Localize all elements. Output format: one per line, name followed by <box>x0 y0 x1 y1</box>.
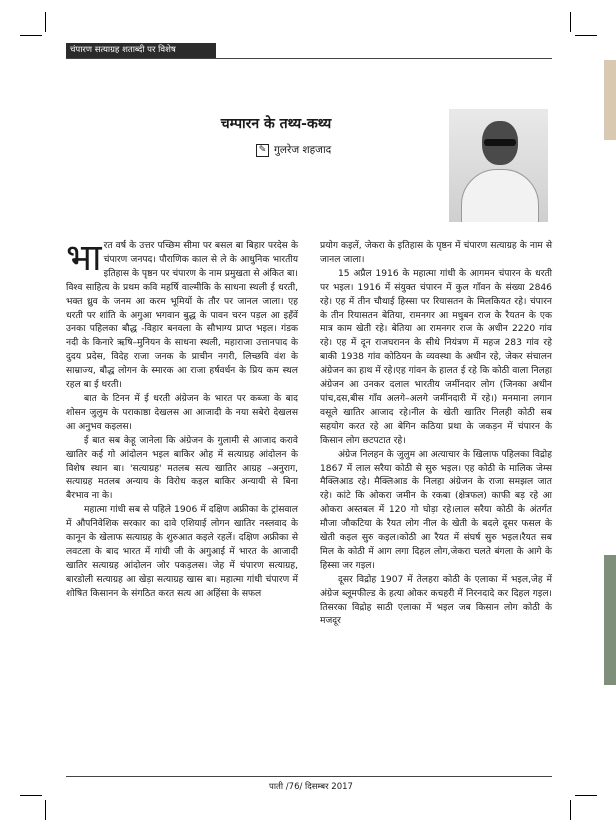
crop-mark <box>20 795 42 796</box>
byline <box>256 143 331 157</box>
crop-mark <box>570 800 571 820</box>
photo-glasses <box>484 139 516 146</box>
paragraph: ई बात सब केहू जानेला कि अंग्रेजन के गुलामी से आजाद करावे खातिर कई गो आंदोलन भइल बाकिर ओह में सत्याग्रह आंदोलन के विशेष स्थान बा। 'सत्याग्रह' मतलब सत्य खातिर आग्रह –अनुराग, सत्याग्रह मतलब अन्याय के विरोध कइल बाकिर अन्यायी से बिना बैरभाव ना के। <box>66 435 298 502</box>
edge-bleed-strip <box>604 555 616 685</box>
paragraph: दूसर विद्रोह 1907 में तेलहरा कोठी के एलाका में भइल,जेह में अंग्रेज ब्लूमफील्ड के हत्या ओकर कचहरी में निरनदादे कर दिहल गइल। तिसरका विद्रोह साठी एलाका में भइल जब किसान लोग कोठी के मजदूर <box>320 574 552 627</box>
page-footer: पाती /76/ दिसम्बर 2017 <box>269 782 353 792</box>
crop-mark <box>575 35 597 36</box>
paragraph: अंग्रेज निलहन के जुलुम आ अत्याचार के खिलाफ पहिलका विद्रोह 1867 में लाल सरैया कोठी से सुरु भइल। एह कोठी के मालिक जेम्स मैक्लिआड रहे। मैक्लिआड के निलहा अंग्रेजन के राजा समझल जात रहे। कांटे कि ओकरा जमीन के रकबा (क्षेत्रफल) काफी बड़ रहे आ ओकरा अस्तबल में 120 गो घोड़ा रहे।लाल सरैया कोठी के अंतर्गत मौजा जौकटिया के रैयत लोग नील के खेती के बदले दूसर फसल के खेती कइल सुरु कइल।कोठी आ रैयत में संघर्ष सुरु भइल।रैयत सब मिल के कोठी में आग लगा दिहल लोग,जेकरा चलते बंगला के आगे के हिस्सा जर गइल। <box>320 449 552 571</box>
crop-mark <box>20 35 42 36</box>
paragraph: प्रयोग कइलें, जेकरा के इतिहास के पृष्ठन में चंपारण सत्याग्रह के नाम से जानल जाला। <box>320 241 552 265</box>
crop-mark <box>575 795 597 796</box>
footer-divider <box>66 776 552 777</box>
author-photo <box>449 109 548 222</box>
article-column-right <box>320 240 552 629</box>
article-column-left <box>66 236 298 602</box>
paragraph: बात के टिनन में ई धरती अंग्रेजन के भारत पर कब्जा के बाद शोसन जुलुम के पराकाष्ठा देखलस आ आजादी के नया सबेरो देखलस आ अनुभव कइलस। <box>66 393 298 432</box>
drop-cap: भा <box>66 236 102 279</box>
crop-mark <box>45 12 46 32</box>
crop-mark <box>570 12 571 32</box>
crop-mark <box>45 800 46 820</box>
paragraph: 15 अप्रैल 1916 के महात्मा गांधी के आगमन चंपारन के धरती पर भइल। 1916 में संयुक्त चंपारन में कुल गाँवन के संख्या 2846 रहे। एह में तीन चौथाई हिस्सा पर रियासतन के मिलकियत रहे। चंपारन के तीन रियासतन बेतिया, रामनगर आ मधुबन राज के रैयतन के एक मात्र काम खेती रहे। बेतिया आ रामनगर राज के अधीन 2220 गांव रहे। एह में दून राजघरानन के सीधे नियंत्रण में महज 283 गांव रहे बाकी 1938 गांव कोठियन के व्यवस्था के अधीन रहे, जेकर संचालन अंग्रेजन का हाथ में रहे।एह गांवन के हालत ई रहे कि कोठी वाला निलहा अंग्रेजन आ उनकर दलाल भारतीय जमींनदार लोग (जिनका अधीन पांच,दस,बीस गाँव अलगे–अलगे जमींनदारी में रहे।) मनमाना लगान वसूले खातिर आजाद रहे।नील के खेती खातिर निलही कोठी सब सहयोग करत रहे आ बेगिन कठिया प्रथा के जकड़न में चंपारन के किसान लोग छटपटात रहे। <box>320 268 552 446</box>
section-label: चंपारण सत्याग्रह शताब्दी पर विशेष <box>66 43 216 58</box>
article-title: चम्पारन के तथ्य-कथ्य <box>220 116 332 132</box>
paragraph: भारत वर्ष के उत्तर पच्छिम सीमा पर बसल बा बिहार परदेस के चंपारण जनपद। पौराणिक काल से ले के आधुनिक भारतीय इतिहास के पृष्ठन पर चंपारण के नाम प्रमुखता से अंकित बा। विश्व साहित्य के प्रथम कवि महर्षि वाल्मीकि के साधना स्थली ई धरती, भक्त ध्रुव के जनम आ करम भूमियों के तौर पर जानल जाला। एह धरती पर शांति के अगुआ भगवान बुद्ध के पावन चरन पड़ल आ इहँवें उनका पहिलका बौद्ध -विहार बनवला के सौभाग्य प्राप्त भइल। गंडक नदी के किनारे ऋषि–मुनियन के साधना स्थली, महाराजा उत्तानपाद के दुदय प्रदेस, विदेह राजा जनक के प्राचीन नगरी, लिच्छवि वंश के साम्राज्य, बौद्ध लोगन के स्मारक आ राजा हर्षवर्धन के प्रिय कम स्थल रहल बा ई धरती। <box>66 236 298 391</box>
pen-icon: ✎ <box>256 144 269 157</box>
edge-bleed-strip <box>604 60 616 140</box>
paragraph: महात्मा गांधी सब से पहिले 1906 में दक्षिण अफ्रीका के ट्रांसवाल में औपनिवेशिक सरकार का दावे एशियाई लोगन खातिर नस्लवाद के कानून के खेलाफ सत्याग्रह के शुरुआत कइले रहलें। दक्षिण अफ्रीका से लवटला के बाद भारत में गांधी जी के अगुआई में भारत के आजादी खातिर सत्याग्रह आंदोलन जोर पकड़लस। जेह में चंपारण सत्याग्रह, बारडोली सत्याग्रह आ खेड़ा सत्याग्रह खास बा। महात्मा गांधी चंपारण में शोषित किसानन के संगठित करत सत्य आ अहिंसा के सफल <box>66 505 298 599</box>
photo-body <box>461 169 539 222</box>
header-divider <box>66 58 552 59</box>
author-name: गुलरेज शहजाद <box>274 144 332 156</box>
